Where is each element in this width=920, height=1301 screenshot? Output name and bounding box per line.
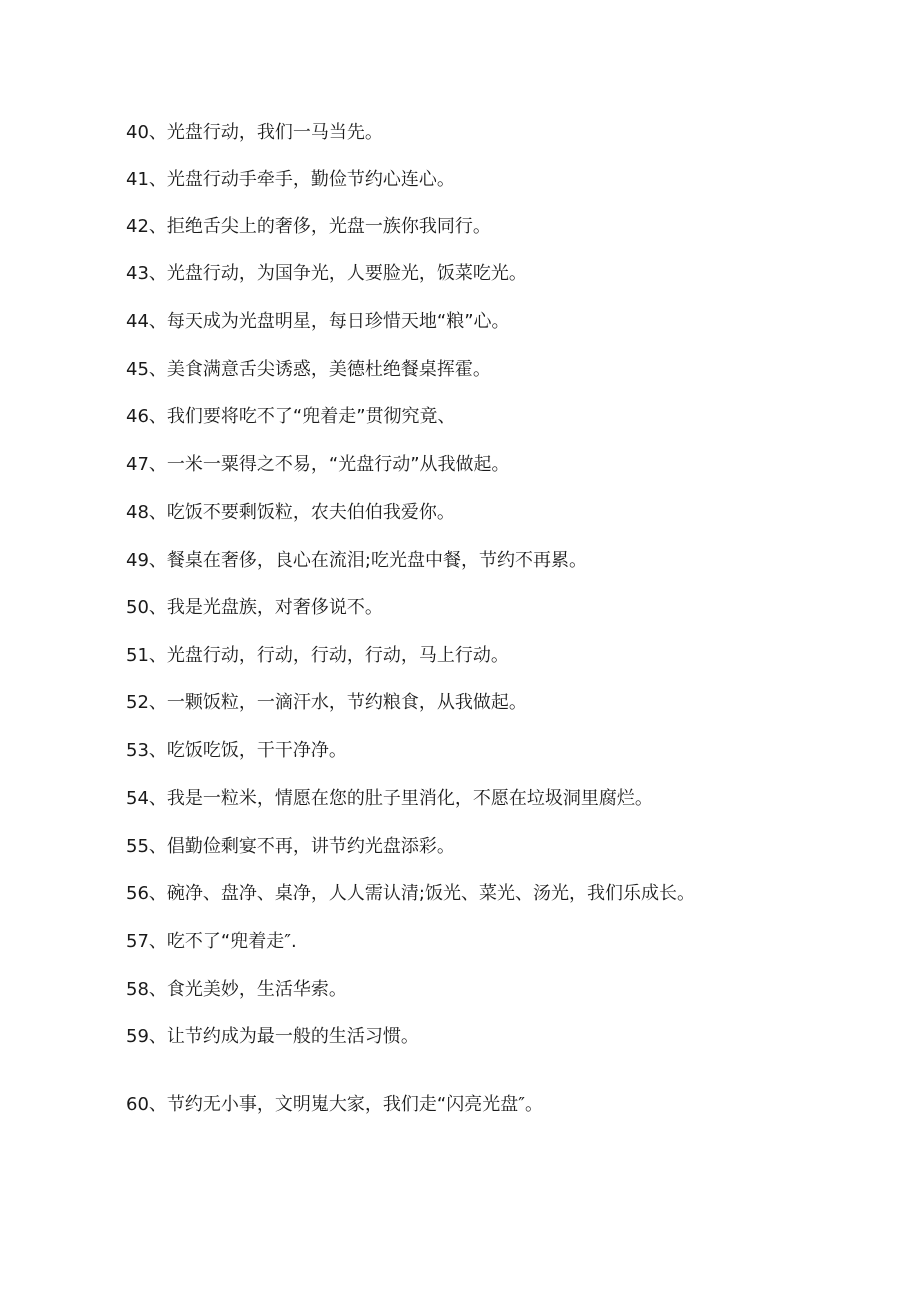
slogan-line-50: 50、我是光盘族，对奢侈说不。	[126, 597, 383, 618]
slogan-line-57: 57、吃不了“兜着走″.	[126, 931, 297, 952]
slogan-line-43: 43、光盘行动，为国争光，人要脸光，饭菜吃光。	[126, 263, 527, 284]
slogan-line-59: 59、让节约成为最一般的生活习惯。	[126, 1026, 419, 1047]
slogan-line-48: 48、吃饭不要剩饭粒，农夫伯伯我爱你。	[126, 502, 455, 523]
slogan-line-45: 45、美食满意舌尖诱惑，美德杜绝餐桌挥霍。	[126, 359, 491, 380]
slogan-line-56: 56、碗净、盘净、桌净，人人需认清;饭光、菜光、汤光，我们乐成长。	[126, 883, 695, 904]
slogan-line-52: 52、一颗饭粒，一滴汗水，节约粮食，从我做起。	[126, 692, 527, 713]
slogan-line-60: 60、节约无小事，文明嵬大家，我们走“闪亮光盘″。	[126, 1094, 543, 1115]
slogan-line-46: 46、我们要将吃不了“兜着走”贯彻究竟、	[126, 406, 456, 427]
slogan-line-42: 42、拒绝舌尖上的奢侈，光盘一族你我同行。	[126, 216, 491, 237]
slogan-line-55: 55、倡勤俭剩宴不再，讲节约光盘添彩。	[126, 836, 455, 857]
slogan-line-41: 41、光盘行动手牵手，勤俭节约心连心。	[126, 169, 455, 190]
slogan-line-58: 58、食光美妙，生活华索。	[126, 979, 347, 1000]
slogan-line-40: 40、光盘行动，我们一马当先。	[126, 122, 383, 143]
slogan-line-49: 49、餐桌在奢侈，良心在流泪;吃光盘中餐，节约不再累。	[126, 550, 587, 571]
slogan-line-51: 51、光盘行动，行动，行动，行动，马上行动。	[126, 645, 509, 666]
slogan-line-47: 47、一米一粟得之不易，“光盘行动”从我做起。	[126, 454, 510, 475]
slogan-line-54: 54、我是一粒米，情愿在您的肚子里消化，不愿在垃圾洞里腐烂。	[126, 788, 653, 809]
slogan-line-53: 53、吃饭吃饭，干干净净。	[126, 740, 347, 761]
slogan-line-44: 44、每天成为光盘明星，每日珍惜天地“粮”心。	[126, 311, 510, 332]
